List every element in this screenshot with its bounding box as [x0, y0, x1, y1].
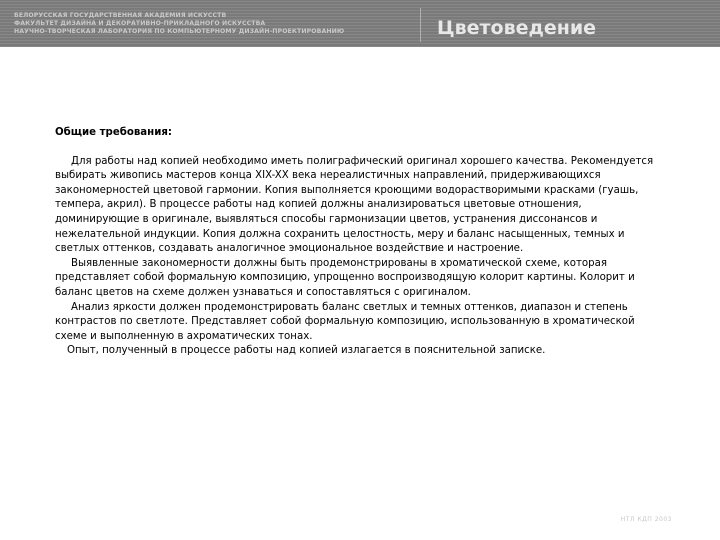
course-title: Цветоведение	[437, 17, 597, 39]
paragraph-copy-requirements: Для работы над копией необходимо иметь полиграфический оригинал хорошего качества. Рекомендуется выбирать живопись мастеров конца XIX-XX века нереалистичных направлений, придерживающихся закономерностей цветовой гармонии. Копия выполняется кроющими водорастворимыми красками (гуашь, темпера, акрил). В процессе работы над копией должны анализироваться цветовые отношения, доминирующие в оригинале, выявляться способы гармонизации цветов, устранения диссонансов и нежелательной индукции. Копия должна сохранить целостность, меру и баланс насыщенных, темных и светлых оттенков, создавать аналогичное эмоциональное воздействие и настроение.	[55, 155, 654, 255]
paragraph-chromatic-scheme: Выявленные закономерности должны быть продемонстрированы в хроматической схеме, которая представляет собой формальную композицию, упрощенно воспроизводящую колорит картины. Колорит и баланс цветов на схеме должен узнаваться и сопоставляться с оригиналом.	[55, 257, 635, 298]
section-heading: Общие требования:	[55, 127, 172, 138]
org-line-academy: БЕЛОРУССКАЯ ГОСУДАРСТВЕННАЯ АКАДЕМИЯ ИСКУССТВ	[14, 12, 227, 19]
paragraph-brightness-analysis: Анализ яркости должен продемонстрировать баланс светлых и темных оттенков, диапазон и степень контрастов по светлоте. Представляет собой формальную композицию, использованную в хроматической схеме и выполненную в ахроматических тонах.	[55, 301, 635, 342]
header-bar	[0, 0, 720, 47]
org-line-laboratory: НАУЧНО-ТВОРЧЕСКАЯ ЛАБОРАТОРИЯ ПО КОМПЬЮТЕРНОМУ ДИЗАЙН-ПРОЕКТИРОВАНИЮ	[14, 28, 345, 35]
header-divider	[420, 8, 421, 42]
footer-mark: НТЛ КДП 2003	[620, 516, 672, 523]
paragraph-explanatory-note: Опыт, полученный в процессе работы над копией излагается в пояснительной записке.	[67, 345, 546, 357]
org-line-faculty: ФАКУЛЬТЕТ ДИЗАЙНА И ДЕКОРАТИВНО-ПРИКЛАДНОГО ИСКУССТВА	[14, 20, 266, 27]
main-content	[55, 126, 665, 359]
organization-name	[14, 12, 414, 36]
